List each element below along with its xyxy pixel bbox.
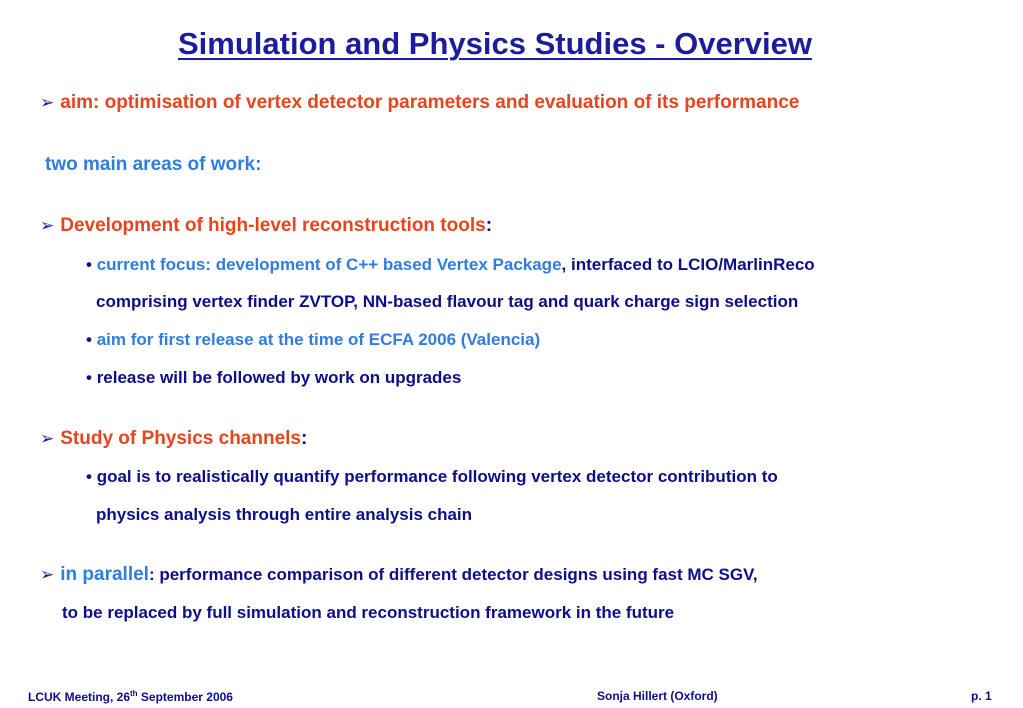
aim-text: aim: optimisation of vertex detector parameters and evaluation of its performance [60, 92, 800, 113]
dot-bullet-icon: • [86, 330, 97, 349]
section2-bullet-1-continuation: physics analysis through entire analysis chain [96, 505, 473, 524]
section1-bullet-1-continuation: comprising vertex finder ZVTOP, NN-based flavour tag and quark charge sign selection [96, 292, 799, 311]
section1-heading: Development of high-level reconstruction tools [60, 215, 486, 236]
arrowhead-bullet-icon: ➢ [40, 216, 55, 235]
aim-line [40, 92, 799, 114]
section3-continuation: to be replaced by full simulation and reconstruction framework in the future [62, 603, 675, 622]
arrowhead-bullet-icon: ➢ [40, 565, 55, 584]
footer-meeting-sup: th [130, 689, 138, 698]
dot-bullet-icon: • [86, 255, 97, 274]
section2-heading: Study of Physics channels [60, 428, 301, 449]
bullet-highlight: current focus: development of C++ based Vertex Package [96, 255, 562, 274]
arrowhead-bullet-icon: ➢ [40, 93, 55, 112]
page-title: Simulation and Physics Studies - Overview [178, 26, 812, 61]
footer-page-number: p. 1 [971, 689, 992, 703]
footer-meeting [28, 689, 233, 704]
bullet-text: goal is to realistically quantify performance following vertex detector contribution to [96, 467, 778, 486]
section1-bullet-2 [86, 330, 540, 350]
section1-bullet-3 [86, 368, 461, 388]
footer-author: Sonja Hillert (Oxford) [597, 689, 718, 703]
section2-colon: : [301, 428, 308, 449]
bullet-text: release will be followed by work on upgrades [96, 368, 462, 387]
section3-text: : performance comparison of different detector designs using fast MC SGV, [148, 565, 758, 584]
areas-intro: two main areas of work: [45, 154, 262, 175]
footer-meeting-text: LCUK Meeting, 26 [28, 690, 131, 704]
section1-heading-line [40, 215, 492, 237]
section1-colon: : [485, 215, 493, 236]
footer-meeting-date: September 2006 [137, 690, 233, 704]
dot-bullet-icon: • [86, 467, 97, 486]
section2-bullet-1 [86, 467, 778, 487]
section1-bullet-1 [86, 255, 815, 275]
section3-line [40, 564, 758, 586]
dot-bullet-icon: • [86, 368, 97, 387]
bullet-text: , interfaced to LCIO/MarlinReco [561, 255, 815, 274]
section2-heading-line [40, 428, 307, 450]
bullet-highlight: aim for first release at the time of ECFA 2006 (Valencia) [96, 330, 541, 349]
arrowhead-bullet-icon: ➢ [40, 429, 55, 448]
section3-heading: in parallel [60, 564, 149, 585]
